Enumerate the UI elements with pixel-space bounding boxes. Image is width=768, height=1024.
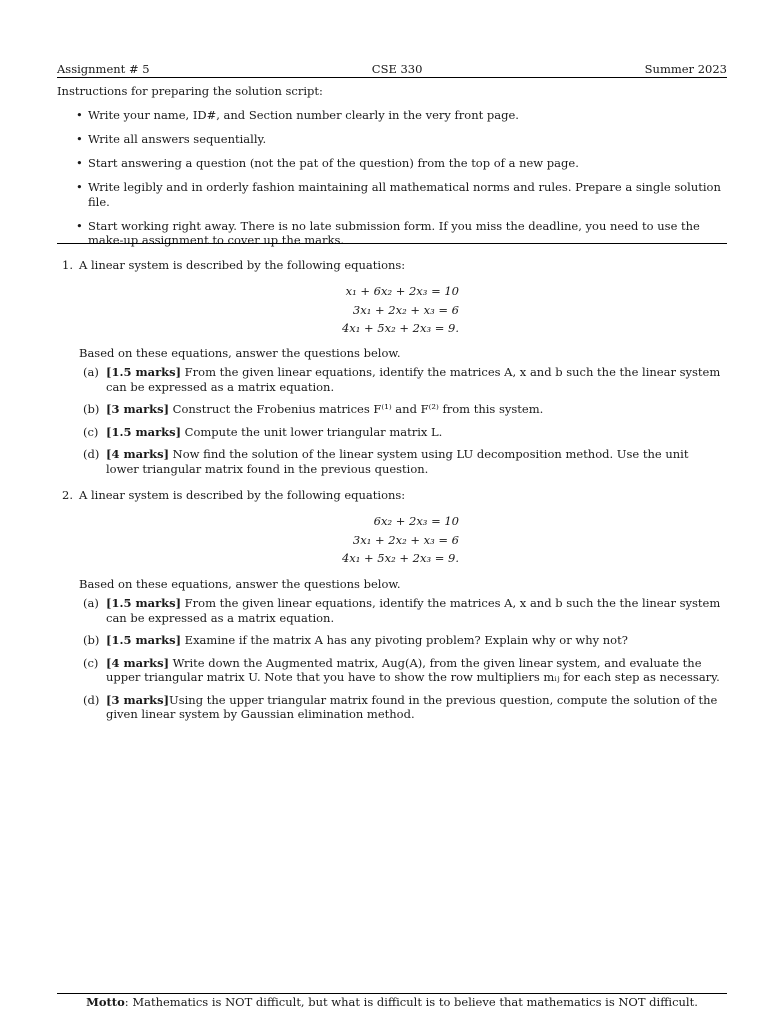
marks: [4 marks] — [106, 447, 170, 461]
instruction-item: • Start working right away. There is no late submission form. If you miss the deadline, you need to use the make-up assignment to cover up the marks. — [76, 219, 727, 248]
question-2 — [62, 488, 721, 502]
header-course: CSE 330 — [371, 62, 423, 76]
question-part: (d) [4 marks] Now find the solution of the linear system using LU decomposition method. Use the unit lower triangular matrix found in the previous question. — [83, 447, 689, 476]
instructions-intro: Instructions for preparing the solution script: — [57, 84, 323, 98]
question-stem: A linear system is described by the following equations: — [79, 488, 406, 502]
equation: 4x₁ + 5x₂ + 2x₃ = 9. — [341, 551, 459, 565]
marks: [4 marks] — [106, 655, 170, 670]
instructions-list — [76, 108, 727, 257]
question-number: 1. — [62, 258, 73, 272]
marks: [3 marks] — [106, 402, 170, 416]
equation: 4x₁ + 5x₂ + 2x₃ = 9. — [341, 321, 459, 335]
question-number: 2. — [62, 488, 73, 502]
question-part: (b) [1.5 marks] Examine if the matrix A has any pivoting problem? Explain why or why not? — [83, 633, 628, 647]
q2-equations — [300, 512, 459, 568]
header-term: Summer 2023 — [644, 62, 727, 76]
q1-instructions: Based on these equations, answer the questions below. — [79, 346, 401, 360]
motto-label: Motto — [86, 995, 125, 1009]
instruction-item: • Write legibly and in orderly fashion maintaining all mathematical norms and rules. Prepare a single solution file. — [76, 180, 727, 209]
instruction-item: • Start answering a question (not the pat of the question) from the top of a new page. — [76, 156, 727, 171]
equation: 3x₁ + 2x₂ + x₃ = 6 — [352, 302, 459, 317]
section-divider — [57, 243, 727, 244]
question-part: (c) [4 marks] Write down the Augmented matrix, Aug(A), from the given linear system, and evaluate the upper triangular matrix U. Note that you have to show the row multipliers mᵢⱼ for each step as necessary. — [83, 655, 720, 684]
page-footer — [57, 993, 727, 1009]
marks: [1.5 marks] — [106, 596, 182, 610]
equation: x₁ + 6x₂ + 2x₃ = 10 — [345, 284, 459, 298]
equation: 3x₁ + 2x₂ + x₃ = 6 — [352, 532, 459, 547]
page-header — [57, 62, 727, 78]
q2-instructions: Based on these equations, answer the questions below. — [79, 577, 401, 591]
question-part: (b) [3 marks] Construct the Frobenius matrices F⁽¹⁾ and F⁽²⁾ from this system. — [83, 402, 544, 416]
marks: [1.5 marks] — [106, 424, 182, 439]
motto-text: : Mathematics is NOT difficult, but what is difficult is to believe that mathematics is NOT difficult. — [124, 995, 698, 1009]
question-stem: A linear system is described by the following equations: — [79, 258, 406, 272]
header-assignment: Assignment # 5 — [57, 62, 150, 76]
question-part: (a) [1.5 marks] From the given linear equations, identify the matrices A, x and b such the the linear system can be expressed as a matrix equation. — [83, 596, 721, 625]
marks: [3 marks] — [106, 692, 170, 707]
q1-equations — [300, 282, 459, 338]
q2-parts — [83, 596, 721, 722]
marks: [1.5 marks] — [106, 365, 182, 379]
question-1 — [62, 258, 721, 272]
instruction-item: • Write your name, ID#, and Section number clearly in the very front page. — [76, 108, 727, 123]
equation: 6x₂ + 2x₃ = 10 — [373, 514, 459, 528]
q1-parts — [83, 365, 721, 476]
instruction-item: • Write all answers sequentially. — [76, 132, 727, 147]
question-part: (d) [3 marks]Using the upper triangular matrix found in the previous question, compute the solution of the given linear system by Gaussian elimination method. — [83, 692, 718, 721]
question-part: (a) [1.5 marks] From the given linear equations, identify the matrices A, x and b such the the linear system can be expressed as a matrix equation. — [83, 365, 721, 394]
question-part: (c) [1.5 marks] Compute the unit lower triangular matrix L. — [83, 424, 443, 439]
marks: [1.5 marks] — [106, 633, 182, 647]
